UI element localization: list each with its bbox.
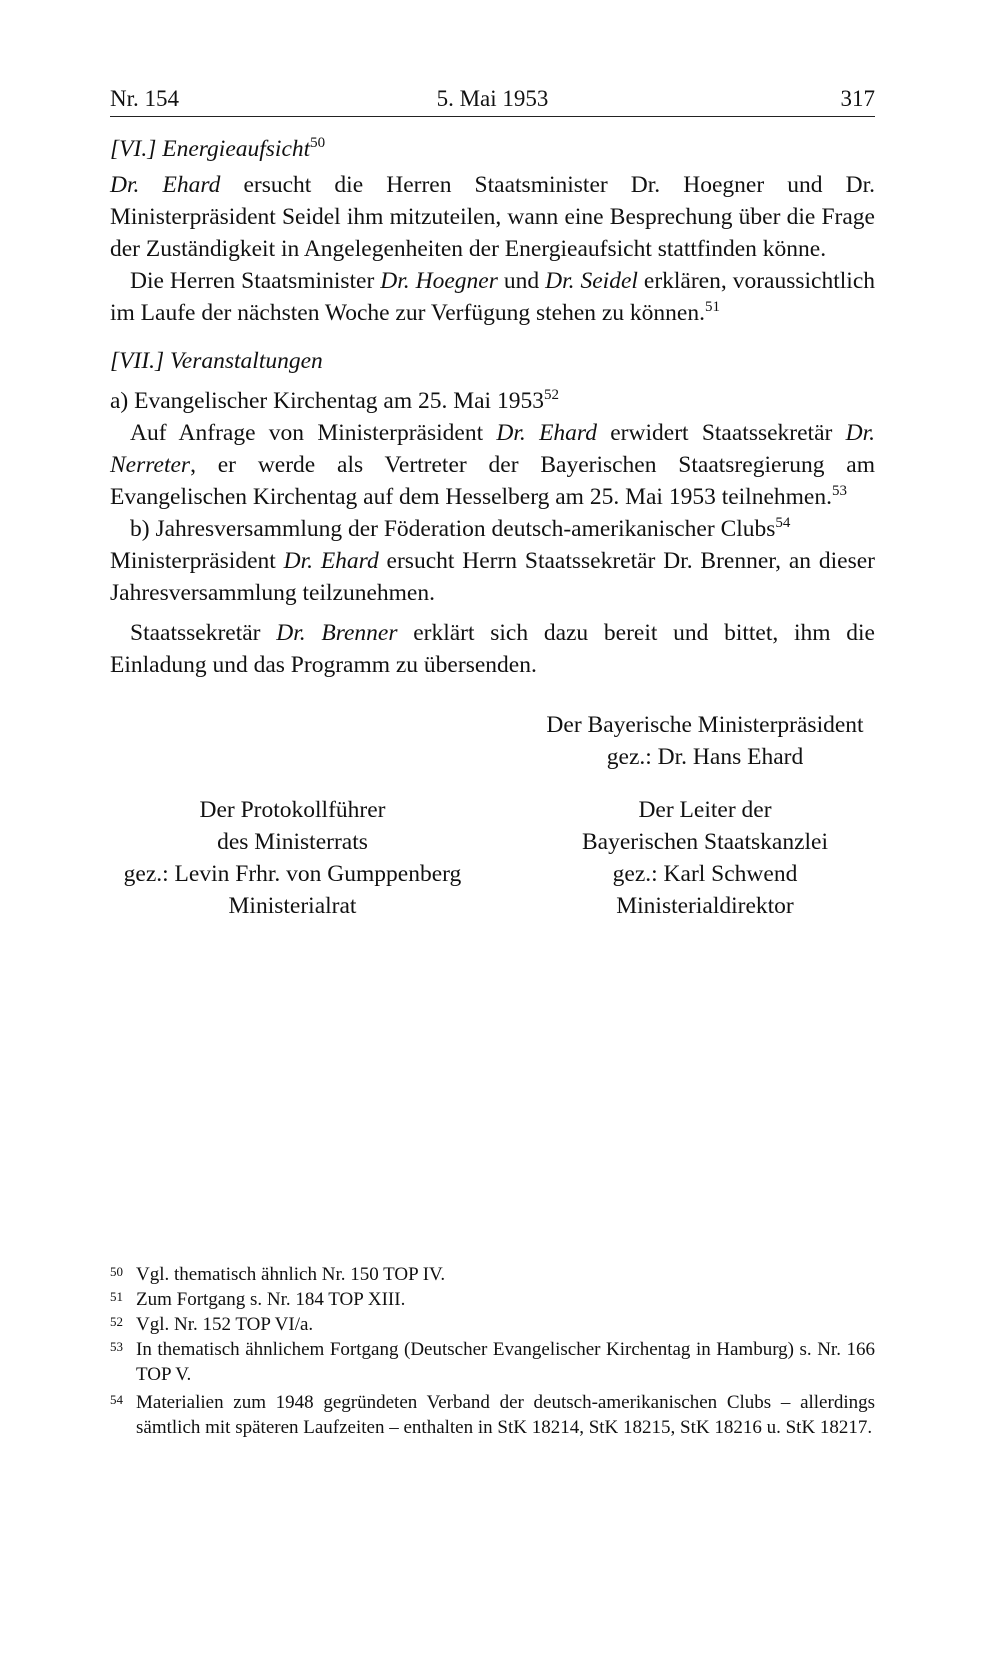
paragraph: [110, 545, 875, 609]
paragraph-text: , er werde als Vertreter der Bayerischen Staatsregierung am Evangelischen Kirchentag auf dem Hesselberg am 25. Mai 1953 teilnehmen.: [110, 452, 875, 510]
paragraph-text: ersucht Herrn Staatssekretär Dr. Brenner, an dieser Jahresversammlung teilzunehmen.: [110, 548, 876, 606]
heading-prefix: [VI.]: [110, 136, 163, 162]
paragraph: [110, 265, 875, 329]
heading-title: Veranstaltungen: [170, 348, 323, 374]
paragraph: [110, 417, 875, 513]
footnotes: [110, 1262, 875, 1440]
paragraph-text: Ministerpräsident: [110, 548, 284, 574]
signature-name: gez.: Levin Frhr. von Gumppenberg: [123, 861, 462, 887]
signature-protokollfuehrer: [110, 794, 475, 922]
footnote-text: Vgl. thematisch ähnlich Nr. 150 TOP IV.: [136, 1264, 446, 1285]
signature-rank: Ministerialdirektor: [616, 893, 794, 919]
footnote-text: Zum Fortgang s. Nr. 184 TOP XIII.: [136, 1289, 406, 1310]
signature-ministerpraesident: [510, 709, 900, 773]
paragraph-text: und: [497, 268, 546, 294]
footnote-text: Materialien zum 1948 gegründeten Verband der deutsch-amerikanischen Clubs – allerdings sämtlich mit späteren Laufzeiten – enthalten in StK 18214, StK 18215, StK 18216 u. StK 18217.: [136, 1392, 875, 1438]
signature-title: Bayerischen Staatskanzlei: [581, 829, 828, 855]
footnote: [110, 1390, 875, 1440]
heading-title: Energieaufsicht: [162, 136, 311, 162]
page-number: 317: [840, 86, 875, 111]
main-text: [110, 133, 875, 681]
footnote-number: 53: [110, 1339, 123, 1354]
signature-title: des Ministerrats: [217, 829, 368, 855]
section-heading-vi: [110, 133, 875, 165]
footnote-ref: 54: [775, 515, 791, 532]
subsection-title-a: [110, 385, 875, 417]
heading-prefix: [VII.]: [110, 348, 171, 374]
footnote: [110, 1287, 875, 1312]
footnote-text: Vgl. Nr. 152 TOP VI/a.: [136, 1314, 314, 1335]
signature-title: Der Leiter der: [638, 797, 772, 823]
footnote-ref: 51: [704, 299, 720, 316]
footnote-text: In thematisch ähnlichem Fortgang (Deutscher Evangelischer Kirchentag in Hamburg) s. Nr. 166 TOP V.: [136, 1339, 875, 1385]
footnote-number: 54: [110, 1392, 123, 1407]
signature-title: Der Protokollführer: [199, 797, 386, 823]
person-name: Dr. Nerreter: [110, 420, 876, 478]
paragraph-text: ersucht die Herren Staatsminister Dr. Hoegner und Dr. Ministerpräsident Seidel ihm mitzuteilen, wann eine Besprechung über die Frage der Zuständigkeit in Angelegenheiten der Energieaufsicht stattfinden könne.: [110, 172, 876, 262]
person-name: Dr. Ehard: [496, 420, 597, 446]
paragraph: [110, 617, 875, 681]
page: [110, 82, 876, 919]
paragraph-text: erklären, voraussichtlich im Laufe der nächsten Woche zur Verfügung stehen zu können.: [110, 268, 875, 326]
subsection-text: a) Evangelischer Kirchentag am 25. Mai 1953: [110, 388, 544, 414]
person-name: Dr. Ehard: [110, 172, 221, 198]
header-date: 5. Mai 1953: [436, 86, 549, 111]
person-name: Dr. Hoegner: [380, 268, 498, 294]
subsection-text: b) Jahresversammlung der Föderation deutsch-amerikanischer Clubs: [130, 516, 776, 542]
paragraph-text: erklärt sich dazu bereit und bittet, ihm die Einladung und das Programm zu übersenden.: [110, 620, 875, 678]
footnote: [110, 1337, 875, 1387]
subsection-title-b: [110, 513, 875, 545]
person-name: Dr. Brenner: [276, 620, 398, 646]
footnote-number: 50: [110, 1264, 123, 1279]
footnote-ref: 52: [543, 387, 559, 404]
paragraph-text: erwidert Staatssekretär: [596, 420, 846, 446]
running-header: [110, 82, 875, 117]
footnote-number: 51: [110, 1289, 123, 1304]
paragraph-text: Staatssekretär: [130, 620, 277, 646]
signature-staatskanzlei: [510, 794, 900, 922]
person-name: Dr. Ehard: [283, 548, 379, 574]
signature-name: gez.: Karl Schwend: [612, 861, 798, 887]
signature-name: gez.: Dr. Hans Ehard: [606, 744, 804, 770]
paragraph: [110, 169, 875, 265]
footnote-ref: 53: [831, 483, 847, 500]
paragraph-text: Auf Anfrage von Ministerpräsident: [130, 420, 497, 446]
signature-title: Der Bayerische Ministerpräsident: [546, 712, 864, 738]
footnote-number: 52: [110, 1314, 123, 1329]
paragraph-text: Die Herren Staatsminister: [130, 268, 381, 294]
footnote: [110, 1262, 875, 1287]
document-number: Nr. 154: [110, 86, 179, 111]
section-heading-vii: [110, 345, 875, 377]
footnote-ref: 50: [310, 135, 326, 152]
signature-rank: Ministerialrat: [228, 893, 357, 919]
footnote: [110, 1312, 875, 1337]
person-name: Dr. Seidel: [545, 268, 638, 294]
